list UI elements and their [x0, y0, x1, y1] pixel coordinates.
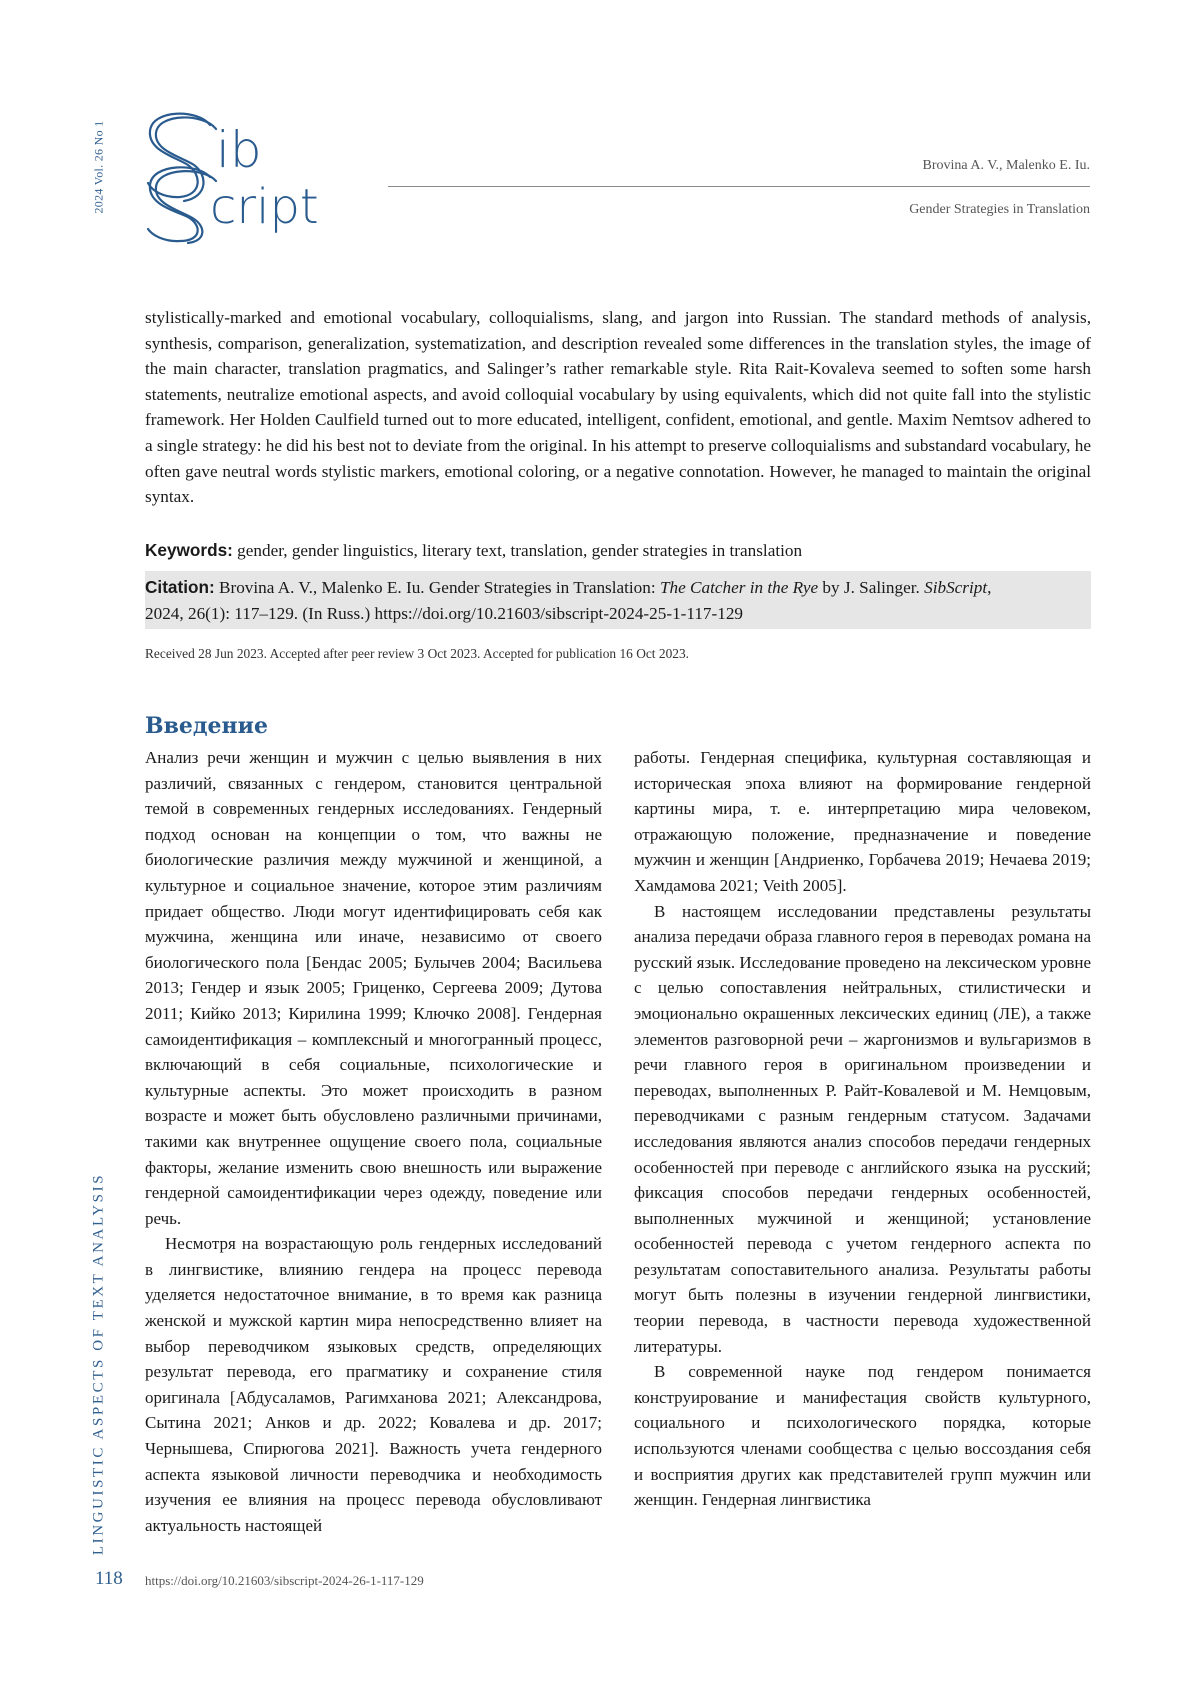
citation-book-title: The Catcher in the Rye — [659, 578, 819, 597]
section-sidebar — [90, 1172, 108, 1556]
logo-text-ib: ib — [216, 121, 262, 179]
journal-logo — [140, 105, 380, 245]
paragraph: В настоящем исследовании представлены результаты анализа передачи образа главного героя в переводах романа на русский язык. Исследование проведено на лексическом уровне с целью сопоставления нейтральных, стилистически и эмоционально окрашенных лексических единиц (ЛЕ), а также элементов разговорной речи – жаргонизмов и вульгаризмов в речи главного героя в оригинальном произведении и переводах, выполненных Р. Райт-Ковалевой и М. Немцовым, переводчиками с разным гендерным статусом. Задачами исследования являются анализ способов передачи гендерных особенностей при переводе с английского языка на русский; фиксация способов передачи гендерных особенностей, выполненных мужчиной и женщиной; установление особенностей перевода с учетом гендерного аспекта по результатам сопоставительного анализа. Результаты работы могут быть полезны в изучении гендерной лингвистики, теории перевода, в частности перевода художественной литературы. — [634, 901, 1091, 1356]
section-title: Введение — [145, 713, 268, 739]
journal-section-label: LINGUISTIC ASPECTS OF TEXT ANALYSIS — [90, 1172, 107, 1556]
keywords-text: gender, gender linguistics, literary text, translation, gender strategies in translation — [237, 541, 803, 560]
keywords-label: Keywords: — [145, 540, 233, 560]
volume-label: 2024 Vol. 26 No 1 — [91, 120, 106, 214]
citation-line-1 — [145, 575, 1091, 601]
header-article-title: Gender Strategies in Translation — [909, 202, 1090, 217]
citation-text-2: by J. Salinger. — [818, 578, 925, 597]
header-authors: Brovina A. V., Malenko E. Iu. — [922, 158, 1090, 173]
footer-doi-link[interactable]: https://doi.org/10.21603/sibscript-2024-26-1-117-129 — [145, 1573, 424, 1588]
header-divider — [388, 186, 1090, 187]
paragraph: работы. Гендерная специфика, культурная составляющая и историческая эпоха влияют на формирование гендерной картины мира, т. е. интерпретацию мира человеком, отражающую положение, предназначение и поведение мужчин и женщин [Андриенко, Горбачева 2019; Нечаева 2019; Хамдамова 2021; Veith 2005]. — [634, 748, 1091, 895]
page-number: 118 — [95, 1568, 123, 1589]
sibscript-logo-graphic — [140, 105, 380, 245]
paragraph: В современной науке под гендером понимается конструирование и манифестация свойств культурного, социального и психологического порядка, которые используются членами сообщества с целью воссоздания себя и восприятия других как представителей групп мужчин или женщин. Гендерная лингвистика — [634, 1362, 1091, 1510]
citation-journal: SibScript — [924, 578, 988, 597]
volume-sidebar — [92, 108, 106, 226]
logo-text-cript: cript — [210, 179, 319, 235]
keywords — [145, 538, 1091, 564]
paragraph: Несмотря на возрастающую роль гендерных исследований в лингвистике, влиянию гендера на процесс перевода уделяется недостаточное внимание, в то время как разница женской и мужской картин мира непосредственно влияет на выбор переводчиком языковых средств, определяющих результат перевода, его прагматику и сохранение стиля оригинала [Абдусаламов, Рагимханова 2021; Александрова, Сытина 2021; Анков и др. 2022; Ковалева и др. 2017; Чернышева, Спирюгова 2021]. Важность учета гендерного аспекта языковой личности переводчика и необходимость изучения ее влияния на процесс перевода обусловливают актуальность настоящей — [145, 1234, 602, 1535]
right-column — [634, 745, 1091, 1513]
left-column — [145, 745, 602, 1538]
citation-line-2: 2024, 26(1): 117–129. (In Russ.) https://doi.org/10.21603/sibscript-2024-25-1-117-129 — [145, 603, 744, 623]
citation-text: Brovina A. V., Malenko E. Iu. Gender Strategies in Translation: — [219, 578, 660, 597]
paragraph: Анализ речи женщин и мужчин с целью выявления в них различий, связанных с гендером, становится центральной темой в современных гендерных исследованиях. Гендерный подход основан на концепции о том, что важны не биологические различия между мужчиной и женщиной, а культурное и социальное значение, которое этим различиям придает общество. Люди могут идентифицировать себя как мужчина, женщина или иначе, независимо от своего биологического пола [Бендас 2005; Булычев 2004; Васильева 2013; Гендер и язык 2005; Гриценко, Сергеева 2009; Дутова 2011; Кийко 2013; Кирилина 1999; Ключко 2008]. Гендерная самоидентификация – комплексный и многогранный процесс, включающий в себя социальные, психологические и культурные аспекты. Это может происходить в разном возрасте и может быть обусловлено различными причинами, такими как внутреннее ощущение своего пола, социальные факторы, желание изменить свою внешность или выражение гендерной самоидентификации через одежду, поведение или речь. — [145, 748, 602, 1228]
citation-label: Citation: — [145, 577, 215, 597]
received-dates: Received 28 Jun 2023. Accepted after peer review 3 Oct 2023. Accepted for publication 16 Oct 2023. — [145, 646, 689, 661]
citation-text-3: , — [987, 578, 992, 597]
abstract-text: stylistically-marked and emotional vocabulary, colloquialisms, slang, and jargon into Russian. The standard methods of analysis, synthesis, comparison, generalization, systematization, and description revealed some differences in the translation styles, the image of the main character, translation pragmatics, and Salinger’s rather remarkable style. Rita Rait-Kovaleva seemed to soften some harsh statements, neutralize emotional aspects, and avoid colloquial vocabulary by using equivalents, which did not quite fall into the stylistic framework. Her Holden Caulfield turned out to more educated, intelligent, confident, emotional, and gentle. Maxim Nemtsov adhered to a single strategy: he did his best not to deviate from the original. In his attempt to preserve colloquialisms and substandard vocabulary, he often gave neutral words stylistic markers, emotional coloring, or a negative connotation. However, he managed to maintain the original syntax. — [145, 308, 1091, 507]
citation-box — [145, 571, 1091, 629]
